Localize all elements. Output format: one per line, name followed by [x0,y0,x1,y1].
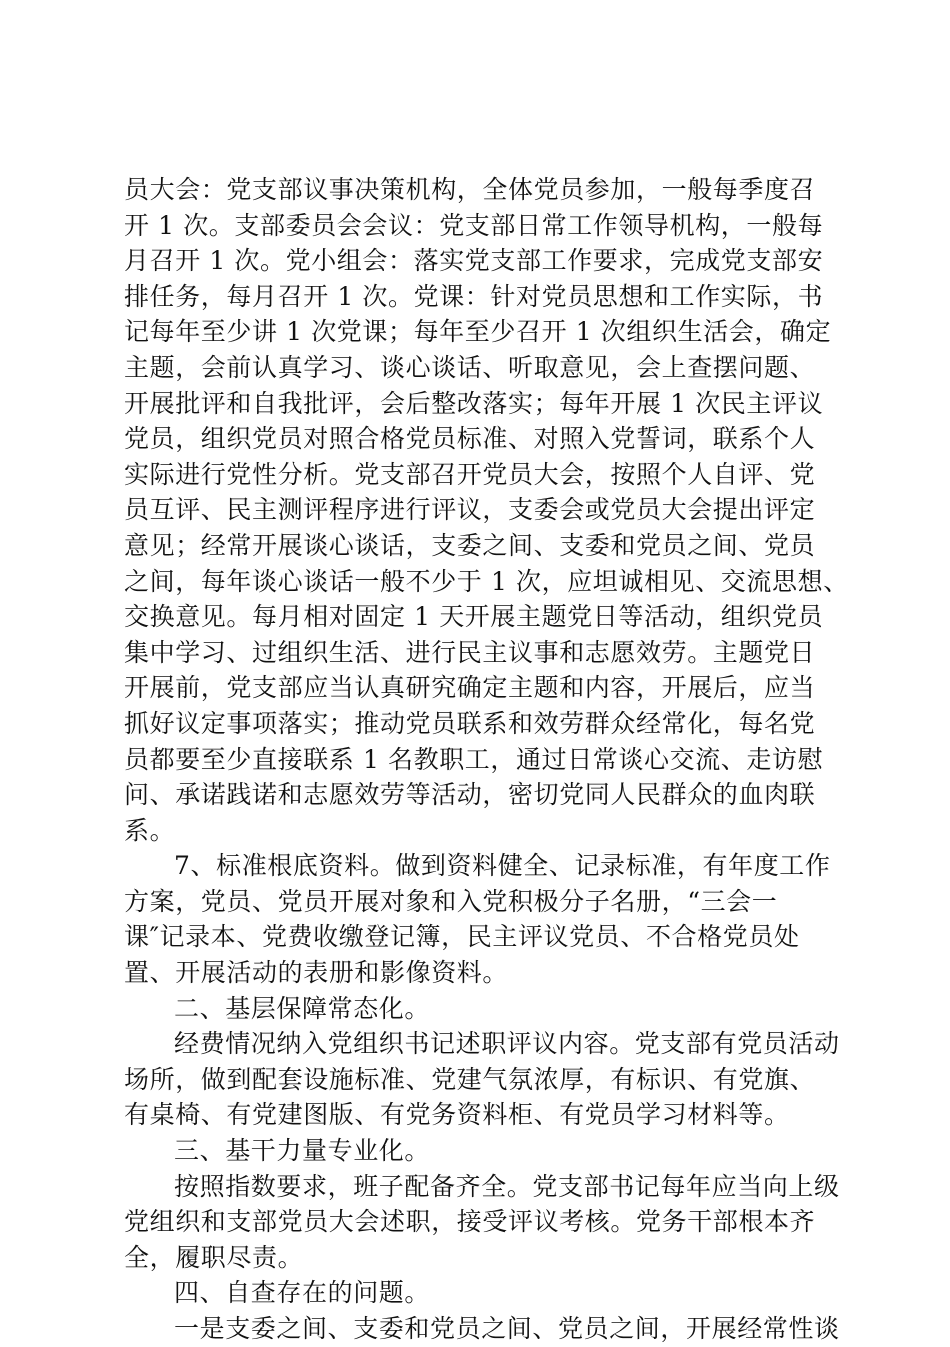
text-line: 按照指数要求，班子配备齐全。党支部书记每年应当向上级 [174,1171,840,1201]
text-line: 记每年至少讲 1 次党课；每年至少召开 1 次组织生活会，确定 [124,317,832,347]
document-body [124,172,849,1347]
text-line: 一是支委之间、支委和党员之间、党员之间，开展经常性谈 [174,1314,840,1343]
text-line: 月召开 1 次。党小组会：落实党支部工作要求，完成党支部安 [124,246,824,276]
text-line: 集中学习、过组织生活、进行民主议事和志愿效劳。主题党日 [124,637,816,667]
text-line: 主题，会前认真学习、谈心谈话、听取意见，会上查摆问题、 [124,352,816,382]
text-line: 之间，每年谈心谈话一般不少于 1 次，应坦诚相见、交流思想、 [124,566,849,596]
text-line: 有桌椅、有党建图版、有党务资料柜、有党员学习材料等。 [124,1100,790,1130]
text-line: 经费情况纳入党组织书记述职评议内容。党支部有党员活动 [174,1029,840,1059]
text-line: 实际进行党性分析。党支部召开党员大会，按照个人自评、党 [124,459,816,489]
text-line: 7、标准根底资料。做到资料健全、记录标准，有年度工作 [174,851,831,881]
text-line: 二、基层保障常态化。 [174,993,431,1023]
text-line: 场所，做到配套设施标准、党建气氛浓厚，有标识、有党旗、 [124,1064,816,1094]
text-line: 抓好议定事项落实；推动党员联系和效劳群众经常化，每名党 [124,708,816,738]
text-line: 系。 [124,815,176,845]
text-line: 开展前，党支部应当认真研究确定主题和内容，开展后，应当 [124,673,816,703]
text-line: 三、基干力量专业化。 [174,1136,431,1166]
text-line: 全，履职尽责。 [124,1242,304,1272]
text-line: 开展批评和自我批评，会后整改落实；每年开展 1 次民主评议 [124,388,824,418]
text-line: 方案，党员、党员开展对象和入党积极分子名册，“三会一 [124,886,778,916]
text-line: 员互评、民主测评程序进行评议，支委会或党员大会提出评定 [124,495,816,525]
text-line: 交换意见。每月相对固定 1 天开展主题党日等活动，组织党员 [124,602,824,632]
text-line: 意见；经常开展谈心谈话，支委之间、支委和党员之间、党员 [124,530,816,560]
text-line: 员大会：党支部议事决策机构，全体党员参加，一般每季度召 [124,175,816,204]
text-line: 党员，组织党员对照合格党员标准、对照入党誓词，联系个人 [124,424,816,454]
text-line: 排任务，每月召开 1 次。党课：针对党员思想和工作实际，书 [124,281,824,311]
text-line: 四、自查存在的问题。 [174,1278,431,1308]
text-line: 置、开展活动的表册和影像资料。 [124,958,509,988]
text-line: 员都要至少直接联系 1 名教职工，通过日常谈心交流、走访慰 [124,744,824,774]
text-line: 开 1 次。支部委员会会议：党支部日常工作领导机构，一般每 [124,210,824,240]
text-line: 问、承诺践诺和志愿效劳等活动，密切党同人民群众的血肉联 [124,780,816,810]
text-line: 党组织和支部党员大会述职，接受评议考核。党务干部根本齐 [124,1207,816,1237]
text-line: 课″记录本、党费收缴登记簿，民主评议党员、不合格党员处 [124,922,800,952]
